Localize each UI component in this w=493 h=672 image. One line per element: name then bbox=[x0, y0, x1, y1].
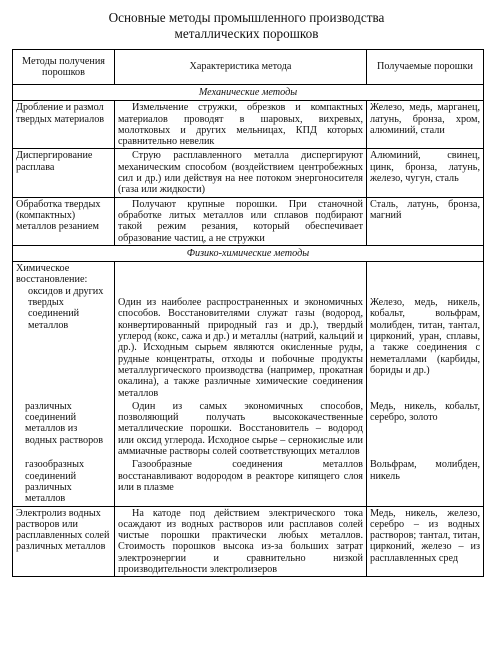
header-row bbox=[13, 50, 484, 85]
method-sub-label: оксидов и других твердых соединений металлов bbox=[28, 285, 104, 331]
products-cell: Алюминий, свинец, цинк, бронза, латунь, железо, чугун, сталь bbox=[367, 149, 484, 197]
header-method: Методы получения порошков bbox=[13, 50, 115, 85]
header-products: Получаемые порошки bbox=[367, 50, 484, 85]
products-cell: Железо, медь, марганец, латунь, бронза, хром, алюминий, стали bbox=[367, 101, 484, 149]
description-cell: Один из самых экономичных способов, позволяющий получать высококачественные металлические порошки. Восстановитель – водород или оксид углерода. Исходное сырье – сернокислые или аммиачные растворы солей соответствующих металлов bbox=[115, 400, 367, 458]
description-text: Один из наиболее распространенных и экономичных способов. Восстановителями служат газы (водород, конвертированный природный газ и др.), твердый углерод (кокс, сажа и др.) и металлы (натрий, кальций и др.). Исходным сырьем являются окисленные руды, рудные концентраты, отходы и побочные продукты металлургического производства (например, прокатная окалина), а также различные химические соединения металлов bbox=[118, 297, 363, 399]
table-row bbox=[13, 458, 484, 506]
methods-table bbox=[12, 49, 484, 577]
method-cell: газообразных соединений различных металлов bbox=[13, 458, 115, 506]
method-cell: Диспергирование расплава bbox=[13, 149, 115, 197]
document-title bbox=[0, 10, 493, 41]
products-cell bbox=[367, 262, 484, 400]
spacer bbox=[370, 263, 480, 297]
section-row-mechanical bbox=[13, 85, 484, 101]
table-row bbox=[13, 101, 484, 149]
section-physchem: Физико-химические методы bbox=[13, 245, 484, 261]
description-cell: Измельчение стружки, обрезков и компактных материалов проводят в шаровых, вихревых, молотковых и других мельницах, КПД которых сравнительно невелик bbox=[115, 101, 367, 149]
method-cell: Дробление и размол твердых материалов bbox=[13, 101, 115, 149]
table-row bbox=[13, 197, 484, 245]
method-group-label: Химическое восстановление: bbox=[16, 263, 88, 286]
description-cell: Газообразные соединения металлов восстанавливают водородом в реакторе кипящего слоя или в плазме bbox=[115, 458, 367, 506]
description-cell: Струю расплавленного металла диспергируют механическим способом (воздействием центробежных сил и др.) или действуя на нее потоком энергоносителя (газа или жидкости) bbox=[115, 149, 367, 197]
table-row bbox=[13, 400, 484, 458]
header-characteristic: Характеристика метода bbox=[115, 50, 367, 85]
products-cell: Медь, никель, железо, серебро – из водных растворов; тантал, титан, цирконий, железо – из расплавленных сред bbox=[367, 506, 484, 577]
title-line-1: Основные методы промышленного производства bbox=[108, 10, 385, 25]
method-cell: Обработка твердых (компактных) металлов резанием bbox=[13, 197, 115, 245]
table-row bbox=[13, 262, 484, 400]
method-cell: Электролиз водных растворов или расплавленных солей различных металлов bbox=[13, 506, 115, 577]
products-cell: Медь, никель, кобальт, серебро, золото bbox=[367, 400, 484, 458]
products-text: Железо, медь, никель, кобальт, вольфрам, молибден, титан, тантал, цирконий, уран, сплавы, а также соединения с неметаллами (карбиды, бориды и др.) bbox=[370, 297, 480, 376]
section-mechanical: Механические методы bbox=[13, 85, 484, 101]
description-cell: На катоде под действием электрического тока осаждают из водных растворов или расплавов солей чистые порошки практически любых металлов. Стоимость порошков высока из-за больших затрат электроэнергии и сравнительно низкой производительности электролизеров bbox=[115, 506, 367, 577]
method-cell bbox=[13, 262, 115, 400]
products-cell: Сталь, латунь, бронза, магний bbox=[367, 197, 484, 245]
section-row-physchem bbox=[13, 245, 484, 261]
title-line-2: металлических порошков bbox=[174, 25, 319, 41]
table-row bbox=[13, 149, 484, 197]
description-cell: Получают крупные порошки. При станочной обработке литых металлов или сплавов подбирают такой режим резания, который обеспечивает образование частиц, а не стружки bbox=[115, 197, 367, 245]
products-cell: Вольфрам, молибден, никель bbox=[367, 458, 484, 506]
spacer bbox=[118, 263, 363, 297]
method-cell: различных соединений металлов из водных растворов bbox=[13, 400, 115, 458]
table-row bbox=[13, 506, 484, 577]
description-cell bbox=[115, 262, 367, 400]
